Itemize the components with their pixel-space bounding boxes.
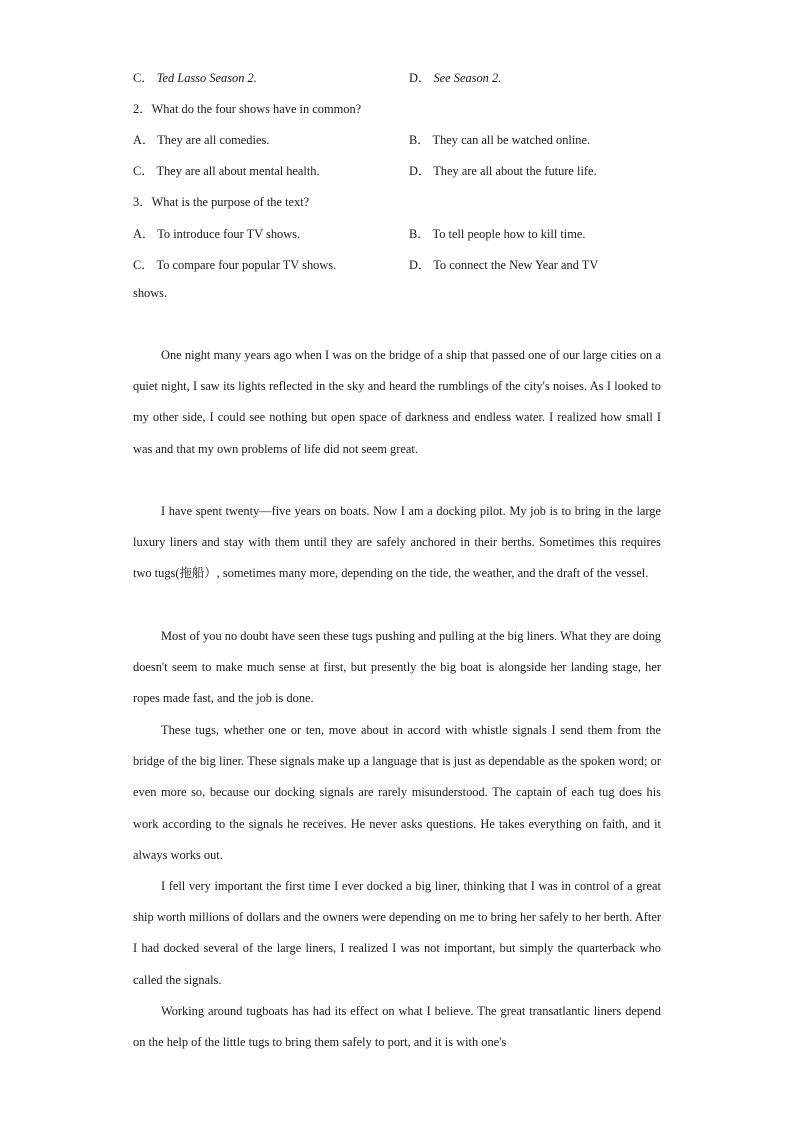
- q1-option-d[interactable]: [409, 68, 501, 86]
- q1-option-c[interactable]: [133, 68, 257, 86]
- q2-option-c[interactable]: C． They are all about mental health.: [133, 164, 320, 178]
- q2-option-a[interactable]: A． They are all comedies.: [133, 133, 270, 147]
- q3-option-b[interactable]: B． To tell people how to kill time.: [409, 227, 586, 241]
- q2-options-cd: [133, 161, 673, 181]
- q3-option-a[interactable]: A． To introduce four TV shows.: [133, 227, 301, 241]
- passage-paragraph-2: I have spent twenty—five years on boats. Now I am a docking pilot. My job is to bring in the large luxury liners and stay with them until they are safely anchored in their berths. Sometimes this requires two tugs(拖船）, sometimes many more, depending on the tide, the weather, and the draft of the vessel.: [133, 504, 661, 581]
- q2-stem: 2．What do the four shows have in common?: [133, 102, 362, 116]
- q2-option-b[interactable]: B． They can all be watched online.: [409, 133, 591, 147]
- q1-option-d-text: See Season 2.: [433, 71, 502, 85]
- q3-stem: 3．What is the purpose of the text?: [133, 195, 310, 209]
- q3-option-c[interactable]: C． To compare four popular TV shows.: [133, 258, 337, 272]
- passage-paragraph-4: These tugs, whether one or ten, move about in accord with whistle signals I send them from the bridge of the big liner. These signals make up a language that is just as dependable as the spoken word; or even more so, because our docking signals are rarely misunderstood. The captain of each tug does his work according to the signals he receives. He never asks questions. He takes everything on faith, and it always works out.: [133, 723, 661, 862]
- q3-options-cd: [133, 255, 673, 275]
- passage-paragraph-5: I fell very important the first time I ever docked a big liner, thinking that I was in control of a great ship worth millions of dollars and the owners were depending on me to bring her safely to her berth. After I had docked several of the large liners, I realized I was not important, but simply the quarterback who called the signals.: [133, 879, 661, 987]
- q2-option-d[interactable]: D． They are all about the future life.: [409, 164, 597, 178]
- q1-options-cd: [133, 68, 673, 88]
- q1-option-d-letter: D．: [409, 71, 431, 85]
- passage-paragraph-1: One night many years ago when I was on the bridge of a ship that passed one of our large cities on a quiet night, I saw its lights reflected in the sky and heard the rumblings of the city's noises. As I looked to my other side, I could see nothing but open space of darkness and endless water. I realized how small I was and that my own problems of life did not seem great.: [133, 348, 661, 456]
- q2-options-ab: [133, 130, 673, 150]
- q1-option-c-text: Ted Lasso Season 2.: [156, 71, 257, 85]
- q1-option-c-letter: C．: [133, 71, 154, 85]
- passage-paragraph-3: Most of you no doubt have seen these tugs pushing and pulling at the big liners. What they are doing doesn't seem to make much sense at first, but presently the big boat is alongside her landing stage, her ropes made fast, and the job is done.: [133, 629, 661, 706]
- passage-paragraph-6: Working around tugboats has had its effect on what I believe. The great transatlantic liners depend on the help of the little tugs to bring them safely to port, and it is with one's: [133, 1004, 661, 1050]
- q3-option-d-continued: shows.: [133, 286, 168, 300]
- q3-options-ab: [133, 224, 673, 244]
- q3-option-d[interactable]: D． To connect the New Year and TV: [409, 258, 599, 272]
